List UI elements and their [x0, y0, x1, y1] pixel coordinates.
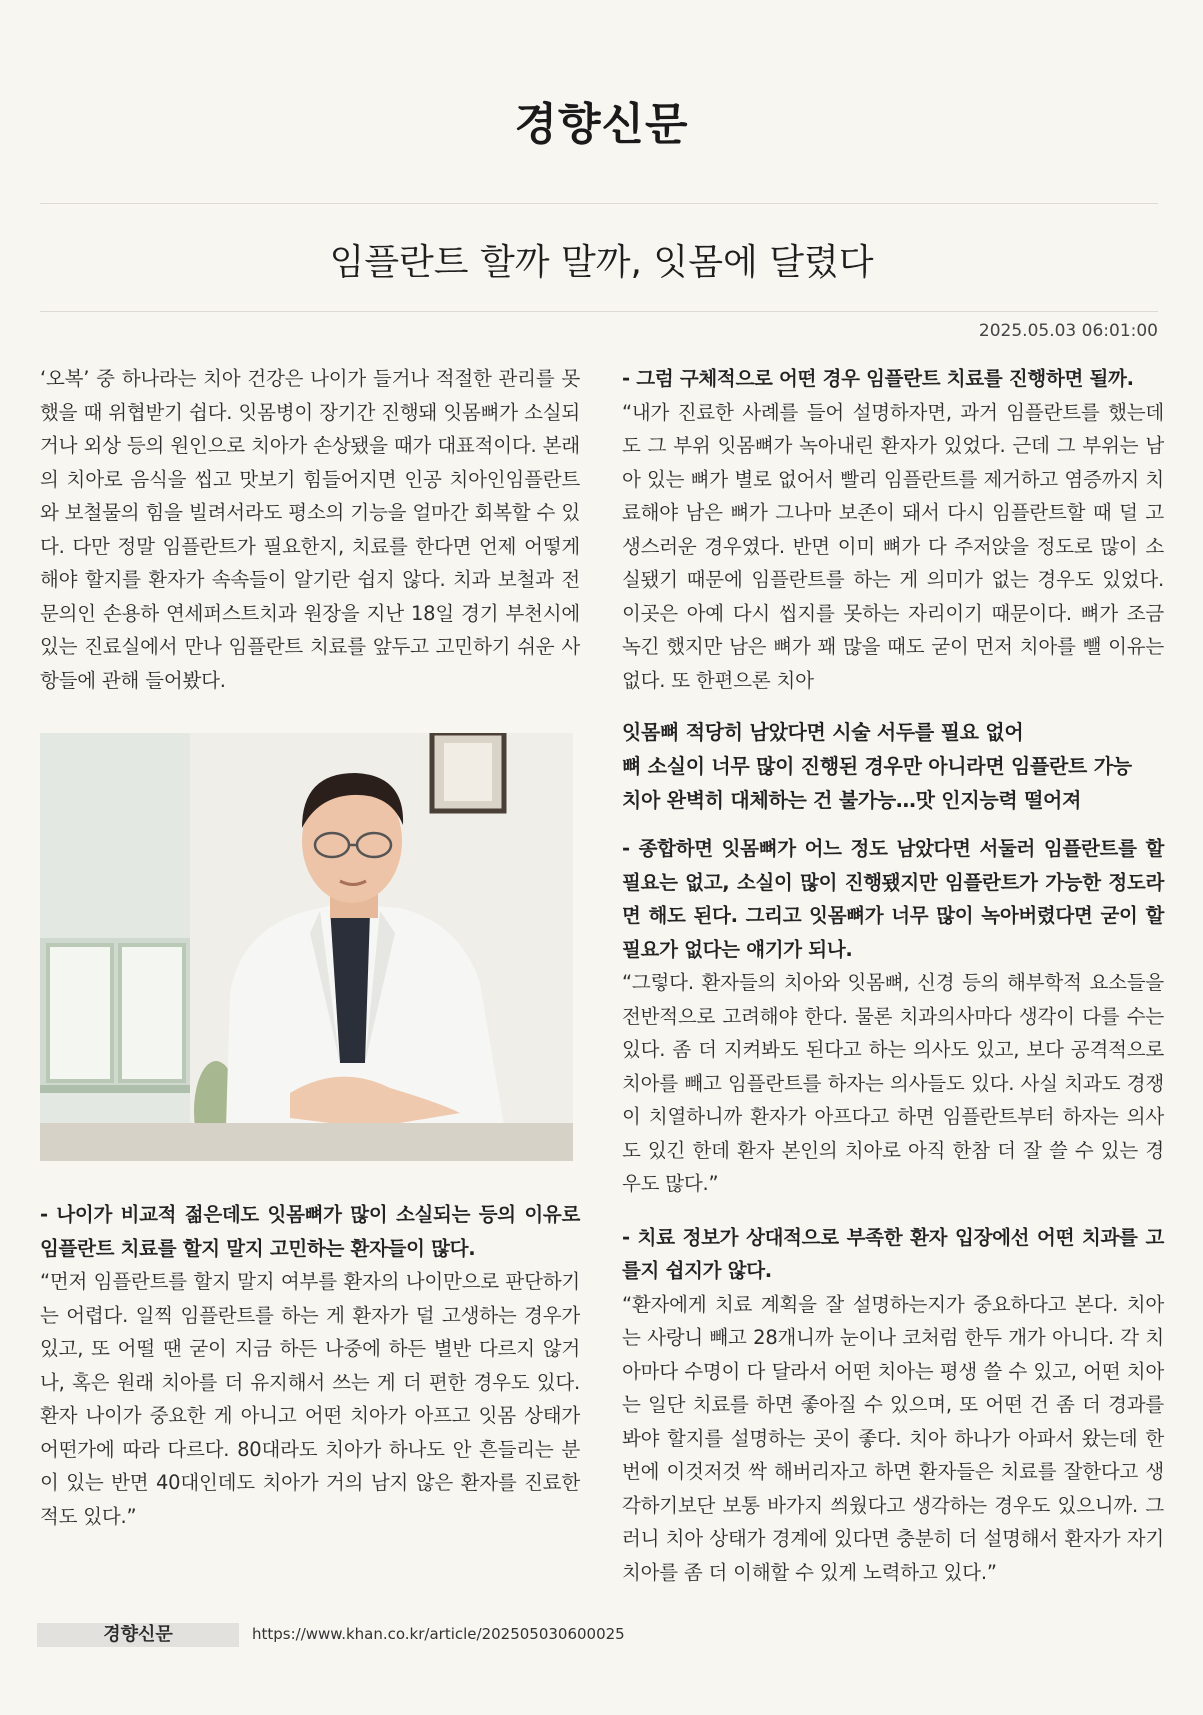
subheadline-box	[622, 715, 1164, 817]
subheadline-1: 잇몸뼈 적당히 남았다면 시술 서두를 필요 없어	[622, 720, 1024, 744]
left-column	[40, 362, 580, 697]
interview-photo	[40, 733, 573, 1161]
intro-paragraph: ‘오복’ 중 하나라는 치아 건강은 나이가 들거나 적절한 관리를 못했을 때 위협받기 쉽다. 잇몸병이 장기간 진행돼 잇몸뼈가 소실되거나 외상 등의 원인으로 치아가 손상됐을 때가 대표적이다. 본래의 치아로 음식을 씹고 맛보기 힘들어지면 인공 치아인임플란트와 보철물의 힘을 빌려서라도 평소의 기능을 얼마간 회복할 수 있다. 다만 정말 임플란트가 필요한지, 치료를 한다면 언제 어떻게 해야 할지를 환자가 속속들이 알기란 쉽지 않다. 치과 보철과 전문의인 손용하 연세퍼스트치과 원장을 지난 18일 경기 부천시에 있는 진료실에서 만나 임플란트 치료를 앞두고 고민하기 쉬운 사항들에 관해 들어봤다.	[40, 367, 580, 692]
answer-2: “내가 진료한 사례를 들어 설명하자면, 과거 임플란트를 했는데도 그 부위 잇몸뼈가 녹아내린 환자가 있었다. 근데 그 부위는 남아 있는 뼈가 별로 없어서 빨리 임플란트를 제거하고 염증까지 치료해야 남은 뼈가 그나마 보존이 돼서 다시 임플란트할 때 덜 고생스러운 경우였다. 반면 이미 뼈가 다 주저앉을 정도로 많이 소실됐기 때문에 임플란트를 하는 게 의미가 없는 경우도 있었다. 이곳은 아예 다시 씹지를 못하는 자리이기 때문이다. 뼈가 조금 녹긴 했지만 남은 뼈가 꽤 많을 때도 굳이 먼저 치아를 뺄 이유는 없다. 또 한편으론 치아	[622, 400, 1164, 692]
article-url[interactable]: https://www.khan.co.kr/article/202505030600025	[252, 1625, 625, 1643]
footer-logo: 경향신문	[37, 1623, 239, 1647]
article-headline: 임플란트 할까 말까, 잇몸에 달렸다	[329, 242, 874, 283]
doctor-portrait-image	[40, 733, 573, 1161]
masthead-logo: 경향신문	[514, 99, 689, 150]
divider	[40, 203, 1158, 204]
question-4: - 치료 정보가 상대적으로 부족한 환자 입장에선 어떤 치과를 고를지 쉽지가 않다.	[622, 1225, 1164, 1282]
article-date: 2025.05.03 06:01:00	[978, 321, 1158, 341]
answer-3: “그렇다. 환자들의 치아와 잇몸뼈, 신경 등의 해부학적 요소들을 전반적으로 고려해야 한다. 물론 치과의사마다 생각이 다를 수는 있다. 좀 더 지켜봐도 된다고 하는 의사도 있고, 보다 공격적으로 치아를 빼고 임플란트를 하자는 의사들도 있다. 사실 치과도 경쟁이 치열하니까 환자가 아프다고 하면 임플란트부터 하자는 의사도 있긴 한데 환자 본인의 치아로 아직 한참 더 잘 쓸 수 있는 경우도 많다.”	[622, 971, 1164, 1195]
question-3: - 종합하면 잇몸뼈가 어느 정도 남았다면 서둘러 임플란트를 할 필요는 없고, 소실이 많이 진행됐지만 임플란트가 가능한 정도라면 해도 된다. 그리고 잇몸뼈가 너무 많이 녹아버렸다면 굳이 할 필요가 없다는 얘기가 되나.	[622, 837, 1164, 961]
question-2: - 그럼 구체적으로 어떤 경우 임플란트 치료를 진행하면 될까.	[622, 367, 1134, 390]
answer-1: “먼저 임플란트를 할지 말지 여부를 환자의 나이만으로 판단하기는 어렵다. 일찍 임플란트를 하는 게 환자가 덜 고생하는 경우가 있고, 또 어떨 땐 굳이 지금 하든 나중에 하든 별반 다르지 않거나, 혹은 원래 치아를 더 유지해서 쓰는 게 더 편한 경우도 있다. 환자 나이가 중요한 게 아니고 어떤 치아가 아프고 잇몸 상태가 어떤가에 따라 다르다. 80대라도 치아가 하나도 안 흔들리는 분이 있는 반면 40대인데도 치아가 거의 남지 않은 환자를 진료한 적도 있다.”	[40, 1270, 580, 1528]
answer-4: “환자에게 치료 계획을 잘 설명하는지가 중요하다고 본다. 치아는 사랑니 빼고 28개니까 눈이나 코처럼 한두 개가 아니다. 각 치아마다 수명이 다 달라서 어떤 치아는 평생 쓸 수 있고, 어떤 치아는 일단 치료를 하면 좋아질 수 있으며, 또 어떤 건 좀 더 경과를 봐야 할지를 설명하는 곳이 좋다. 치아 하나가 아파서 왔는데 한 번에 이것저것 싹 해버리자고 하면 환자들은 치료를 잘한다고 생각하기보단 보통 바가지 씌웠다고 생각하는 경우도 있으니까. 그러니 치아 상태가 경계에 있다면 충분히 더 설명해서 환자가 자기 치아를 좀 더 이해할 수 있게 노력하고 있다.”	[622, 1292, 1164, 1584]
right-column	[622, 362, 1164, 1589]
divider	[40, 311, 1158, 312]
subheadline-2: 뼈 소실이 너무 많이 진행된 경우만 아니라면 임플란트 가능	[622, 754, 1132, 778]
question-1: - 나이가 비교적 젊은데도 잇몸뼈가 많이 소실되는 등의 이유로 임플란트 치료를 할지 말지 고민하는 환자들이 많다.	[40, 1203, 580, 1260]
subheadline-3: 치아 완벽히 대체하는 건 불가능…맛 인지능력 떨어져	[622, 788, 1082, 812]
left-column-qa	[40, 1198, 580, 1533]
